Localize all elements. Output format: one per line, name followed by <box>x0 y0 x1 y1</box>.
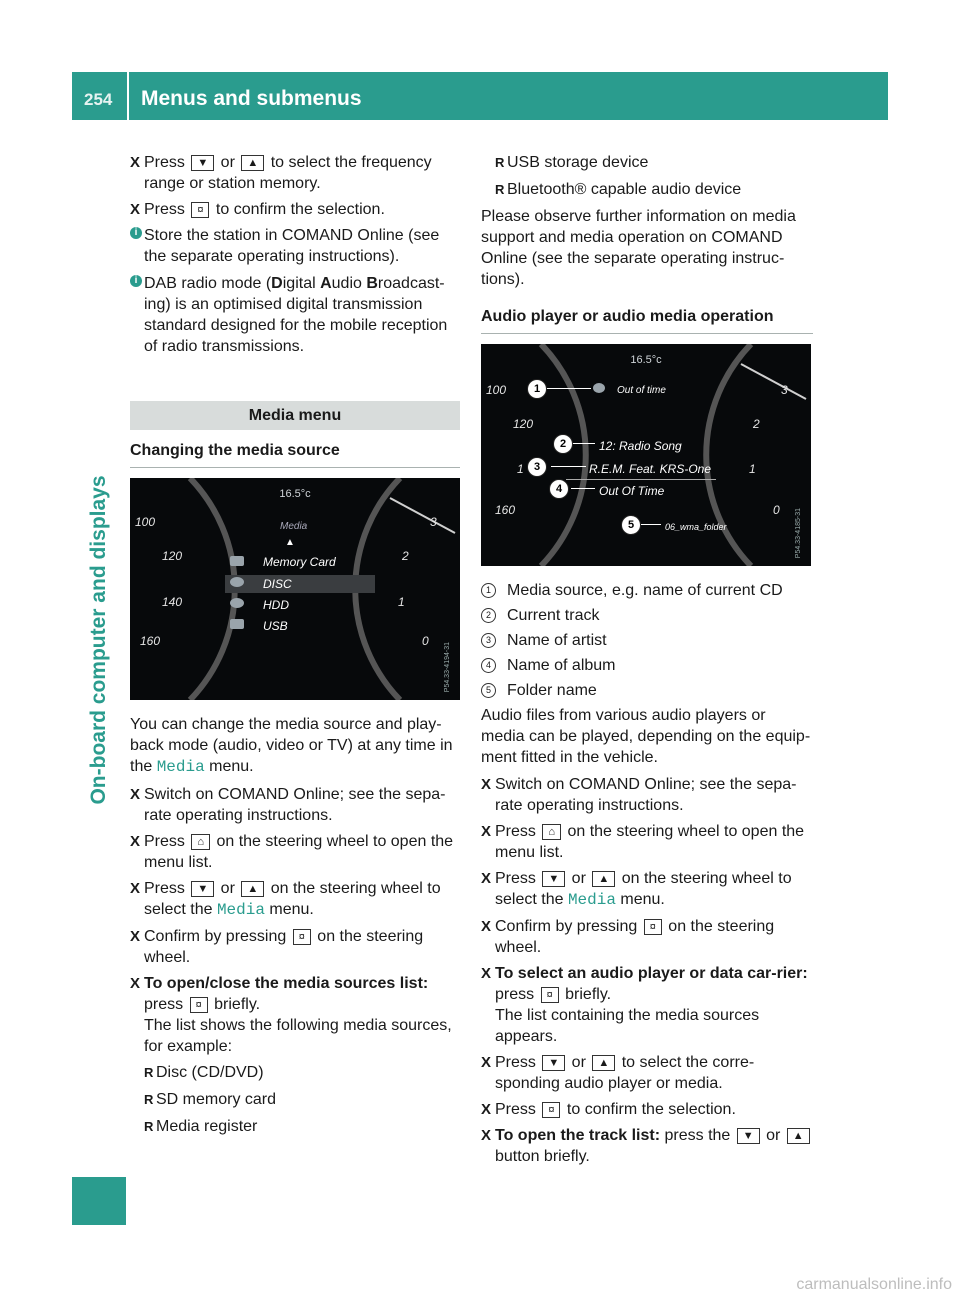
ok-key-icon: ¤ <box>293 929 311 945</box>
ok-key-icon: ¤ <box>190 997 208 1013</box>
disc-icon <box>230 577 244 587</box>
step-select-media-menu: X Press ▼ or ▲ on the steering wheel to select the Media menu. <box>130 878 460 921</box>
paragraph-further-info: Please observe further information on media support and media operation on COMAND Online (see the separate operating instruc-tions). <box>481 208 796 288</box>
home-key-icon: ⌂ <box>542 824 561 840</box>
list-item: R SD memory card <box>144 1091 277 1108</box>
ok-key-icon: ¤ <box>542 1102 560 1118</box>
step-press-home: X Press ⌂ on the steering wheel to open the menu list. <box>130 831 460 873</box>
up-key-icon: ▲ <box>592 871 615 887</box>
paragraph-change-media: You can change the media source and play-back mode (audio, video or TV) at any time in the Media menu. <box>130 716 453 776</box>
legend-item: 4 Name of album <box>481 655 813 676</box>
gauge-label: 120 <box>513 417 534 431</box>
step-switch-on-comand: X Switch on COMAND Online; see the sepa-rate operating instructions. <box>130 784 460 826</box>
page-title: Menus and submenus <box>141 87 362 110</box>
media-item-usb: USB <box>263 619 288 633</box>
info-icon: i <box>130 275 142 287</box>
step-confirm-selection: X Press ¤ to confirm the selection. <box>130 199 460 220</box>
chapter-marker <box>72 1177 126 1225</box>
media-menu-reference: Media <box>156 758 205 776</box>
down-key-icon: ▼ <box>737 1128 760 1144</box>
up-key-icon: ▲ <box>592 1055 615 1071</box>
media-menu-reference: Media <box>216 901 265 919</box>
gauge-label: 1 <box>749 462 756 476</box>
gauge-label: 1 <box>517 462 524 476</box>
down-key-icon: ▼ <box>191 881 214 897</box>
audio-player-figure <box>481 344 811 566</box>
gauge-arcs <box>130 478 460 700</box>
gauge-label: 0 <box>773 503 780 517</box>
gauge-label: 120 <box>162 549 183 563</box>
header-divider <box>127 72 129 120</box>
left-column <box>130 152 460 1143</box>
list-item: R USB storage device <box>495 154 649 171</box>
step-switch-on-comand: X Switch on COMAND Online; see the sepa-rate operating instructions. <box>481 774 813 816</box>
memory-card-icon <box>230 556 244 566</box>
gauge-label: 3 <box>430 515 437 529</box>
down-key-icon: ▼ <box>542 1055 565 1071</box>
list-item: R Media register <box>144 1118 258 1135</box>
step-select-media-menu: X Press ▼ or ▲ on the steering wheel to select the Media menu. <box>481 868 813 911</box>
callout-2: 2 <box>553 434 573 454</box>
disc-icon <box>593 383 605 393</box>
artist-label: R.E.M. Feat. KRS-One <box>589 462 712 476</box>
gauge-label: 160 <box>140 634 161 648</box>
step-confirm-pressing: X Confirm by pressing ¤ on the steering wheel. <box>130 926 460 968</box>
down-key-icon: ▼ <box>542 871 565 887</box>
media-menu-reference: Media <box>567 891 616 909</box>
callout-4: 4 <box>549 479 569 499</box>
album-label: Out Of Time <box>599 484 665 498</box>
callout-leader <box>571 488 595 489</box>
list-item: R Bluetooth® capable audio device <box>495 181 742 198</box>
step-press-home: X Press ⌂ on the steering wheel to open the menu list. <box>481 821 813 863</box>
right-column <box>481 152 813 1172</box>
subheading-changing-media-source: Changing the media source <box>130 440 460 468</box>
callout-5: 5 <box>621 515 641 535</box>
watermark: carmanualsonline.info <box>796 1276 952 1293</box>
down-key-icon: ▼ <box>191 155 214 171</box>
callout-leader <box>571 443 595 444</box>
callout-leader <box>545 388 591 389</box>
media-item-hdd: HDD <box>263 598 289 612</box>
media-item-disc: DISC <box>263 577 292 591</box>
info-note-dab: i DAB radio mode (Digital Audio Broadcast-ing) is an optimised digital transmission standard designed for the mobile reception of radio transmissions. <box>130 273 460 357</box>
gauge-label: 2 <box>402 549 409 563</box>
gauge-label: 2 <box>753 417 760 431</box>
gauge-label: 0 <box>422 634 429 648</box>
callout-3: 3 <box>527 457 547 477</box>
gauge-label: 1 <box>398 595 405 609</box>
legend-item: 2 Current track <box>481 605 813 626</box>
step-select-audio-player: X To select an audio player or data car-rier: press ¤ briefly. The list containing the media sources appears. <box>481 963 813 1047</box>
step-select-corresponding-player: X Press ▼ or ▲ to select the corre-sponding audio player or media. <box>481 1052 813 1094</box>
subheading-audio-player: Audio player or audio media operation <box>481 306 813 334</box>
gauge-label: 160 <box>495 503 516 517</box>
usb-icon <box>230 619 244 629</box>
media-menu-figure <box>130 478 460 700</box>
up-key-icon: ▲ <box>241 881 264 897</box>
step-select-frequency: X Press ▼ or ▲ to select the frequency range or station memory. <box>130 152 460 194</box>
home-key-icon: ⌂ <box>191 834 210 850</box>
legend-item: 1 Media source, e.g. name of current CD <box>481 580 813 601</box>
media-item-memory-card: Memory Card <box>263 555 336 569</box>
legend-item: 5 Folder name <box>481 680 813 701</box>
step-confirm-selection: X Press ¤ to confirm the selection. <box>481 1099 813 1120</box>
figure-code: P54.33-4185-31 <box>795 507 802 558</box>
step-open-close-sources: X To open/close the media sources list: press ¤ briefly. The list shows the following media sources, for example: <box>130 973 460 1057</box>
gauge-label: 100 <box>486 383 507 397</box>
up-key-icon: ▲ <box>241 155 264 171</box>
gauge-label: 100 <box>135 515 156 529</box>
scroll-up-arrow-icon: ▲ <box>285 537 295 548</box>
ok-key-icon: ¤ <box>191 202 209 218</box>
step-open-track-list: X To open the track list: press the ▼ or ▲ button briefly. <box>481 1125 813 1167</box>
callout-leader <box>641 524 661 525</box>
section-heading-media-menu: Media menu <box>130 401 460 430</box>
callout-1: 1 <box>527 379 547 399</box>
page-number: 254 <box>84 90 113 109</box>
temperature-readout: 16.5°c <box>630 354 662 366</box>
gauge-label: 3 <box>781 383 788 397</box>
chapter-side-label: On-board computer and displays <box>87 475 110 805</box>
info-note-store-station: i Store the station in COMAND Online (see the separate operating instructions). <box>130 225 460 267</box>
figure-code: P54.33-4194-31 <box>444 641 451 692</box>
list-item: R Disc (CD/DVD) <box>144 1064 264 1081</box>
menu-title: Media <box>280 521 308 532</box>
folder-label: 06_wma_folder <box>665 522 727 532</box>
paragraph-audio-files: Audio files from various audio players or media can be played, depending on the equip-ment fitted in the vehicle. <box>481 707 811 766</box>
hdd-icon <box>230 598 244 608</box>
legend-item: 3 Name of artist <box>481 630 813 651</box>
up-key-icon: ▲ <box>787 1128 810 1144</box>
callout-leader <box>551 466 586 467</box>
gauge-label: 140 <box>162 595 183 609</box>
temperature-readout: 16.5°c <box>279 488 311 500</box>
media-source-label: Out of time <box>617 385 666 396</box>
step-confirm-pressing: X Confirm by pressing ¤ on the steering wheel. <box>481 916 813 958</box>
info-icon: i <box>130 227 142 239</box>
ok-key-icon: ¤ <box>644 919 662 935</box>
ok-key-icon: ¤ <box>541 987 559 1003</box>
current-track-label: 12: Radio Song <box>599 439 682 453</box>
